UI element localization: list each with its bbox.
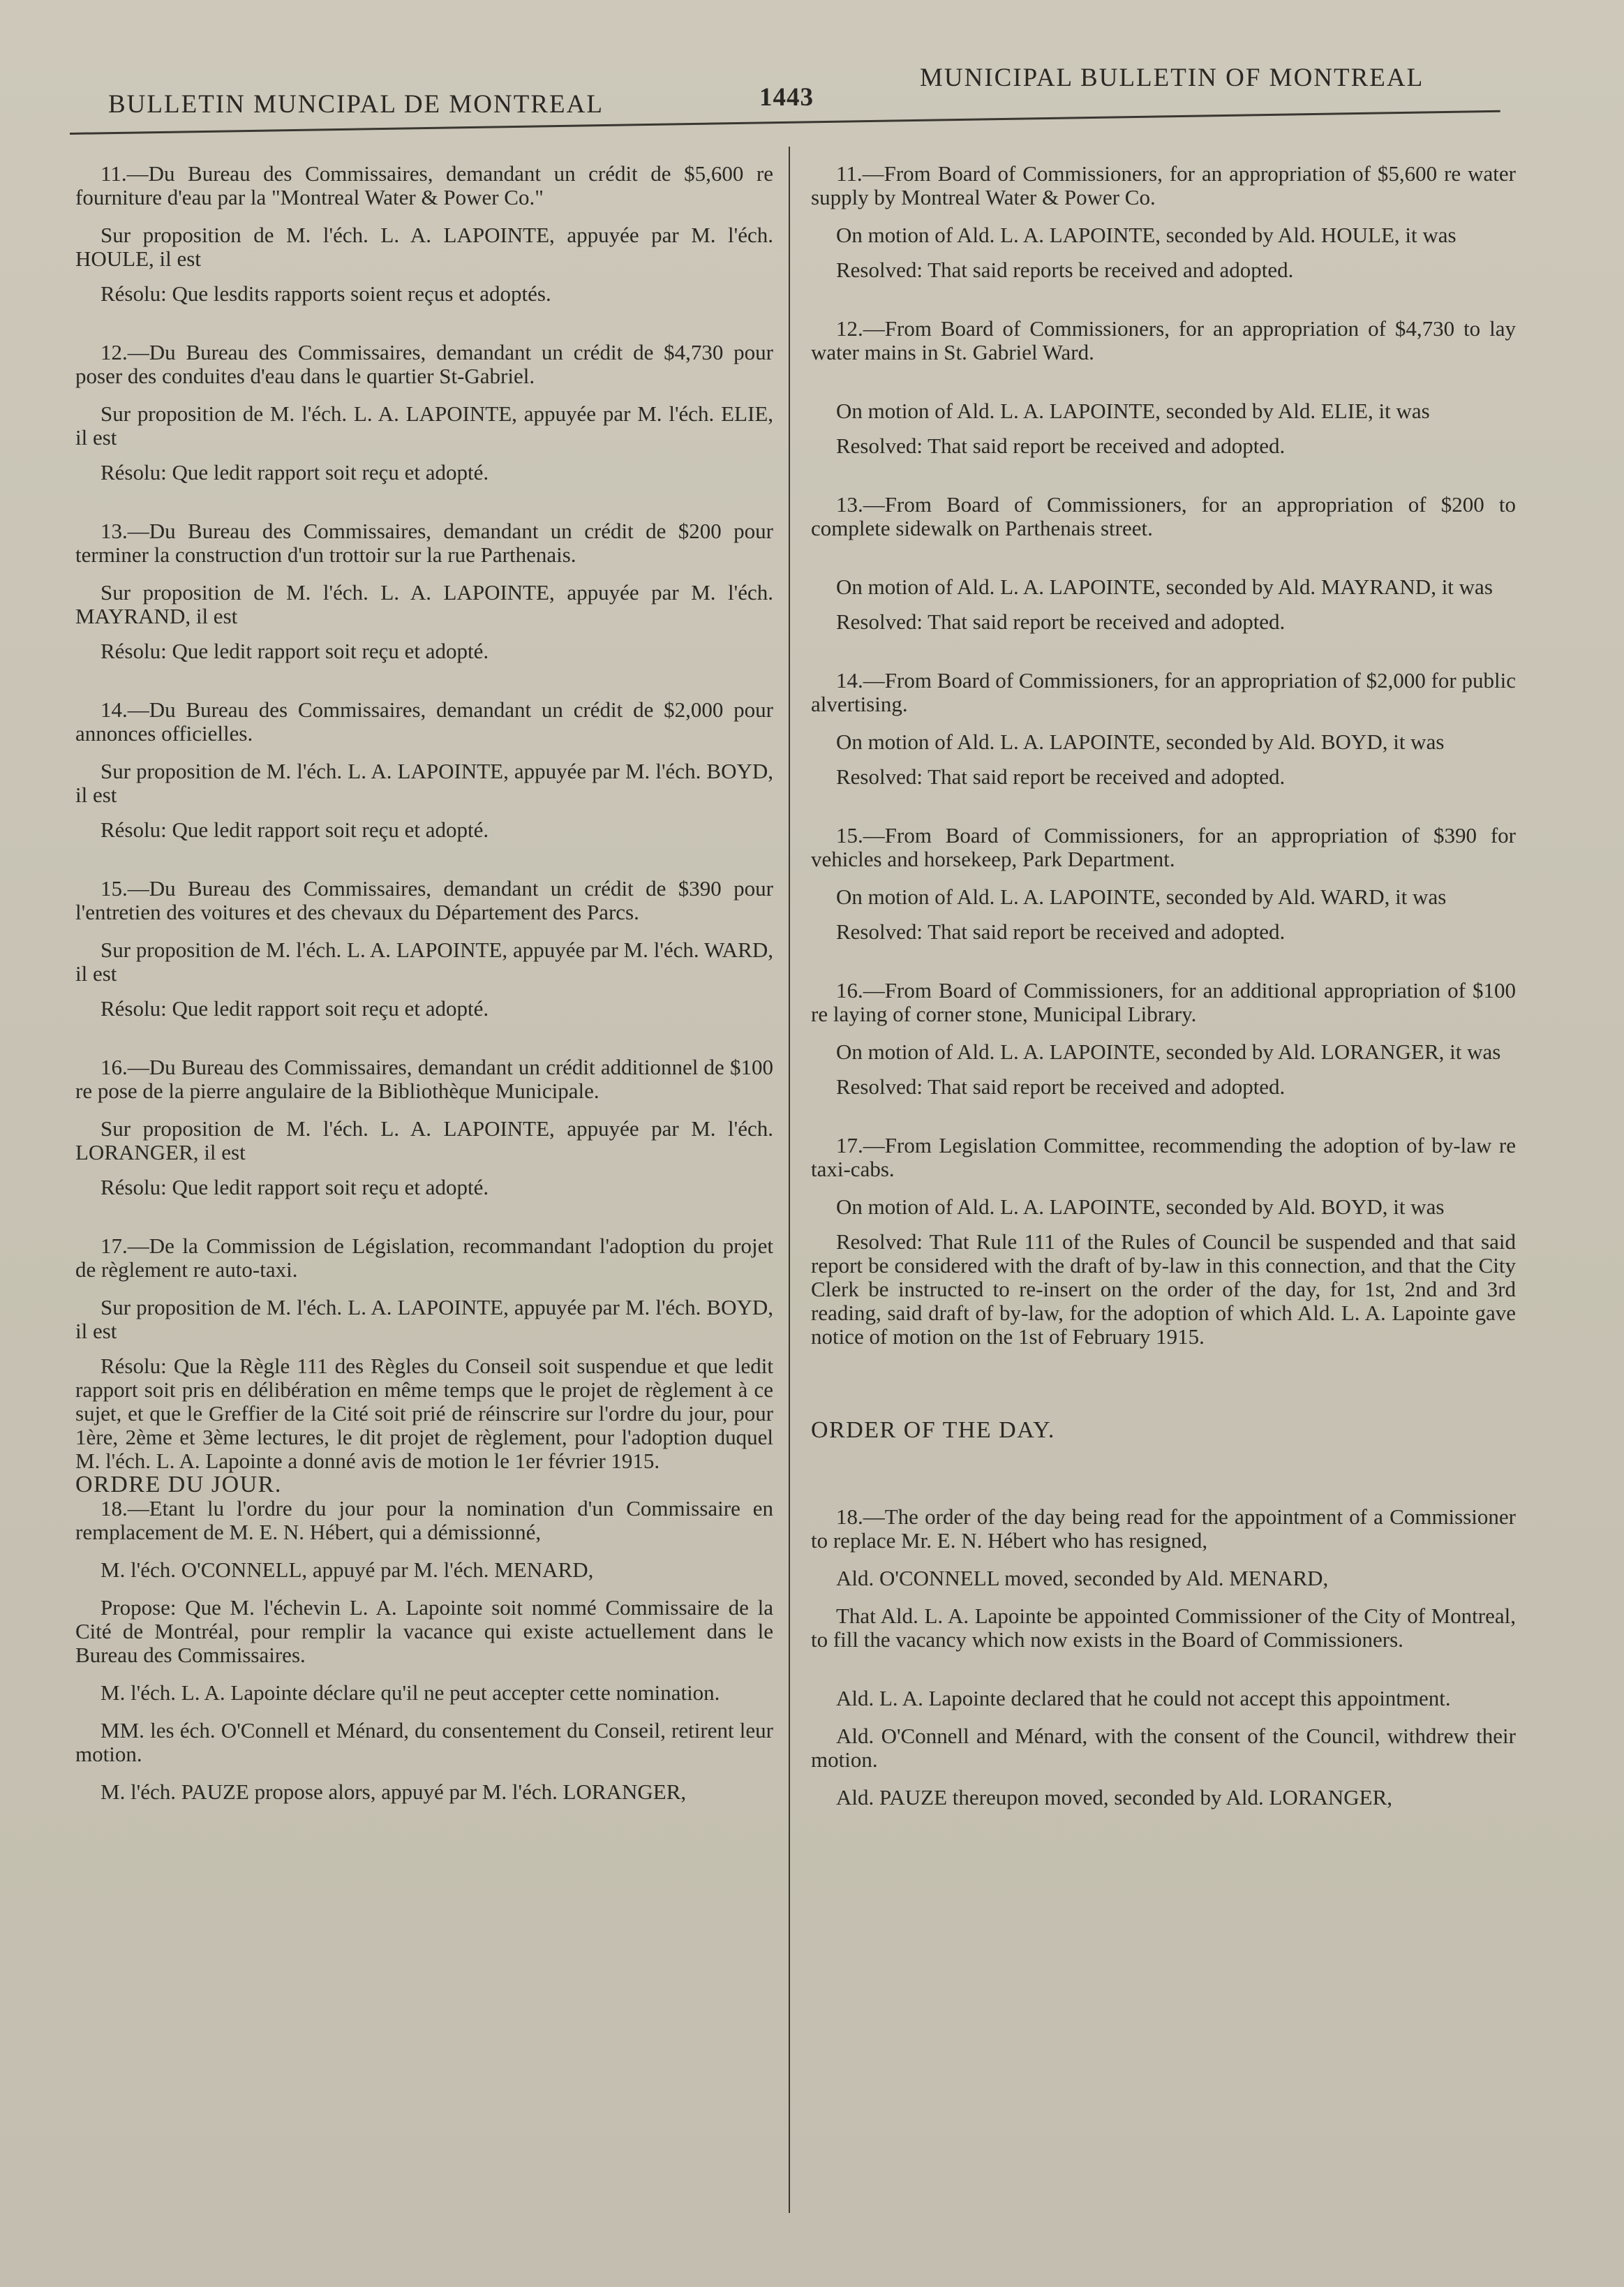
french-motion: Sur proposition de M. l'éch. L. A. LAPOINTE, appuyée par M. l'éch. LORANGER, il est bbox=[75, 1116, 773, 1164]
french-motion: Sur proposition de M. l'éch. L. A. LAPOINTE, appuyée par M. l'éch. BOYD, il est bbox=[75, 1295, 773, 1343]
english-motion: On motion of Ald. L. A. LAPOINTE, seconded by Ald. WARD, it was bbox=[836, 885, 1447, 909]
english-item-17 bbox=[811, 1134, 1516, 1349]
french-order-paragraph: Propose: Que M. l'échevin L. A. Lapointe soit nommé Commissaire de la Cité de Montréal, pour remplir la vacance qui existe actuellement dans le Bureau des Commissaires. bbox=[75, 1595, 773, 1667]
french-order-paragraph: MM. les éch. O'Connell et Ménard, du consentement du Conseil, retirent leur motion. bbox=[75, 1718, 773, 1766]
english-order-paragraph: Ald. O'Connell and Ménard, with the consent of the Council, withdrew their motion. bbox=[811, 1724, 1516, 1772]
french-request: 14.—Du Bureau des Commissaires, demandant un crédit de $2,000 pour annonces officielles. bbox=[75, 697, 773, 746]
english-item-16 bbox=[811, 979, 1516, 1099]
english-resolution: Resolved: That said reports be received and adopted. bbox=[836, 258, 1294, 282]
french-section-title: ORDRE DU JOUR. bbox=[75, 1472, 282, 1497]
english-request: 17.—From Legislation Committee, recommending the adoption of by-law re taxi-cabs. bbox=[811, 1133, 1516, 1181]
english-motion: On motion of Ald. L. A. LAPOINTE, seconded by Ald. ELIE, it was bbox=[836, 399, 1430, 423]
french-request: 13.—Du Bureau des Commissaires, demandant un crédit de $200 pour terminer la construction d'un trottoir sur la rue Parthenais. bbox=[75, 519, 773, 567]
english-request: 11.—From Board of Commissioners, for an appropriation of $5,600 re water supply by Montreal Water & Power Co. bbox=[811, 161, 1516, 209]
english-resolution: Resolved: That said report be received and adopted. bbox=[836, 764, 1286, 789]
english-order-of-day bbox=[811, 1505, 1516, 1809]
english-request: 14.—From Board of Commissioners, for an appropriation of $2,000 for public alvertising. bbox=[811, 668, 1516, 716]
english-column bbox=[811, 162, 1516, 1809]
english-request: 13.—From Board of Commissioners, for an appropriation of $200 to complete sidewalk on Parthenais street. bbox=[811, 492, 1516, 540]
french-item-13 bbox=[75, 519, 773, 663]
french-resolution: Résolu: Que ledit rapport soit reçu et adopté. bbox=[100, 1175, 489, 1199]
french-item-17 bbox=[75, 1234, 773, 1473]
english-order-paragraph: That Ald. L. A. Lapointe be appointed Commissioner of the City of Montreal, to fill the vacancy which now exists in the Board of Commissioners. bbox=[811, 1604, 1516, 1652]
french-resolution: Résolu: Que ledit rapport soit reçu et adopté. bbox=[100, 460, 489, 484]
french-request: 16.—Du Bureau des Commissaires, demandant un crédit additionnel de $100 re pose de la pierre angulaire de la Bibliothèque Municipale. bbox=[75, 1055, 773, 1103]
french-request: 15.—Du Bureau des Commissaires, demandant un crédit de $390 pour l'entretien des voitures et des chevaux du Département des Parcs. bbox=[75, 876, 773, 924]
english-motion: On motion of Ald. L. A. LAPOINTE, seconded by Ald. LORANGER, it was bbox=[836, 1039, 1501, 1064]
french-item-12 bbox=[75, 341, 773, 484]
english-motion: On motion of Ald. L. A. LAPOINTE, seconded by Ald. HOULE, it was bbox=[836, 223, 1457, 247]
english-resolution: Resolved: That said report be received and adopted. bbox=[836, 609, 1286, 634]
french-motion: Sur proposition de M. l'éch. L. A. LAPOINTE, appuyée par M. l'éch. HOULE, il est bbox=[75, 223, 773, 271]
english-resolution: Resolved: That said report be received and adopted. bbox=[836, 434, 1286, 458]
french-item-14 bbox=[75, 698, 773, 842]
english-order-paragraph: Ald. PAUZE thereupon moved, seconded by Ald. LORANGER, bbox=[836, 1785, 1393, 1809]
french-item-15 bbox=[75, 877, 773, 1021]
french-request: 12.—Du Bureau des Commissaires, demandant un crédit de $4,730 pour poser des conduites d'eau dans le quartier St-Gabriel. bbox=[75, 340, 773, 388]
french-resolution: Résolu: Que la Règle 111 des Règles du Conseil soit suspendue et que ledit rapport soit pris en délibération en même temps que le projet de règlement à ce sujet, et que le Greffier de la Cité soit prié de réinscrire sur l'ordre du jour, pour 1ère, 2ème et 3ème lectures, le dit projet de règlement, pour l'adoption duquel M. l'éch. L. A. Lapointe a donné avis de motion le 1er février 1915. bbox=[75, 1354, 773, 1473]
french-order-paragraph: M. l'éch. O'CONNELL, appuyé par M. l'éch. MENARD, bbox=[100, 1557, 594, 1582]
french-resolution: Résolu: Que lesdits rapports soient reçus et adoptés. bbox=[100, 281, 551, 306]
french-order-paragraph: 18.—Etant lu l'ordre du jour pour la nomination d'un Commissaire en remplacement de M. E. N. Hébert, qui a démissionné, bbox=[75, 1496, 773, 1544]
french-column bbox=[75, 162, 773, 1804]
french-request: 17.—De la Commission de Législation, recommandant l'adoption du projet de règlement re auto-taxi. bbox=[75, 1234, 773, 1282]
column-divider bbox=[789, 147, 790, 2213]
english-item-12 bbox=[811, 317, 1516, 458]
header-left-title: BULLETIN MUNCIPAL DE MONTREAL bbox=[108, 90, 604, 119]
english-order-paragraph: 18.—The order of the day being read for the appointment of a Commissioner to replace Mr. E. N. Hébert who has resigned, bbox=[811, 1504, 1516, 1553]
french-request: 11.—Du Bureau des Commissaires, demandant un crédit de $5,600 re fourniture d'eau par la "Montreal Water & Power Co." bbox=[75, 161, 773, 209]
english-request: 16.—From Board of Commissioners, for an additional appropriation of $100 re laying of corner stone, Municipal Library. bbox=[811, 978, 1516, 1026]
french-resolution: Résolu: Que ledit rapport soit reçu et adopté. bbox=[100, 817, 489, 842]
page-number: 1443 bbox=[759, 83, 814, 112]
english-order-paragraph: Ald. O'CONNELL moved, seconded by Ald. MENARD, bbox=[836, 1566, 1329, 1590]
english-section-title: ORDER OF THE DAY. bbox=[811, 1417, 1055, 1443]
english-resolution: Resolved: That Rule 111 of the Rules of Council be suspended and that said report be considered with the draft of by-law in this connection, and that the City Clerk be instructed to re-insert on the order of the day, for 1st, 2nd and 3rd reading, said draft of by-law, for the adoption of which Ald. L. A. Lapointe gave notice of motion on the 1st of February 1915. bbox=[811, 1229, 1516, 1349]
french-motion: Sur proposition de M. l'éch. L. A. LAPOINTE, appuyée par M. l'éch. WARD, il est bbox=[75, 938, 773, 986]
french-order-of-day bbox=[75, 1497, 773, 1804]
english-request: 15.—From Board of Commissioners, for an appropriation of $390 for vehicles and horsekeep, Park Department. bbox=[811, 823, 1516, 871]
english-item-11 bbox=[811, 162, 1516, 282]
french-motion: Sur proposition de M. l'éch. L. A. LAPOINTE, appuyée par M. l'éch. BOYD, il est bbox=[75, 759, 773, 807]
english-motion: On motion of Ald. L. A. LAPOINTE, seconded by Ald. MAYRAND, it was bbox=[836, 575, 1493, 599]
header-right-title: MUNICIPAL BULLETIN OF MONTREAL bbox=[920, 64, 1424, 92]
english-motion: On motion of Ald. L. A. LAPOINTE, seconded by Ald. BOYD, it was bbox=[836, 1194, 1445, 1219]
english-motion: On motion of Ald. L. A. LAPOINTE, seconded by Ald. BOYD, it was bbox=[836, 730, 1445, 754]
english-request: 12.—From Board of Commissioners, for an appropriation of $4,730 to lay water mains in St. Gabriel Ward. bbox=[811, 316, 1516, 364]
french-order-paragraph: M. l'éch. PAUZE propose alors, appuyé par M. l'éch. LORANGER, bbox=[100, 1779, 687, 1804]
french-resolution: Résolu: Que ledit rapport soit reçu et adopté. bbox=[100, 996, 489, 1021]
french-motion: Sur proposition de M. l'éch. L. A. LAPOINTE, appuyée par M. l'éch. MAYRAND, il est bbox=[75, 580, 773, 628]
english-item-15 bbox=[811, 824, 1516, 944]
english-order-paragraph: Ald. L. A. Lapointe declared that he could not accept this appointment. bbox=[836, 1686, 1451, 1710]
french-motion: Sur proposition de M. l'éch. L. A. LAPOINTE, appuyée par M. l'éch. ELIE, il est bbox=[75, 401, 773, 450]
english-resolution: Resolved: That said report be received and adopted. bbox=[836, 919, 1286, 944]
french-resolution: Résolu: Que ledit rapport soit reçu et adopté. bbox=[100, 639, 489, 663]
french-item-16 bbox=[75, 1056, 773, 1199]
english-resolution: Resolved: That said report be received and adopted. bbox=[836, 1074, 1286, 1099]
french-item-11 bbox=[75, 162, 773, 306]
french-order-paragraph: M. l'éch. L. A. Lapointe déclare qu'il ne peut accepter cette nomination. bbox=[100, 1680, 720, 1705]
english-item-14 bbox=[811, 669, 1516, 789]
english-item-13 bbox=[811, 493, 1516, 634]
